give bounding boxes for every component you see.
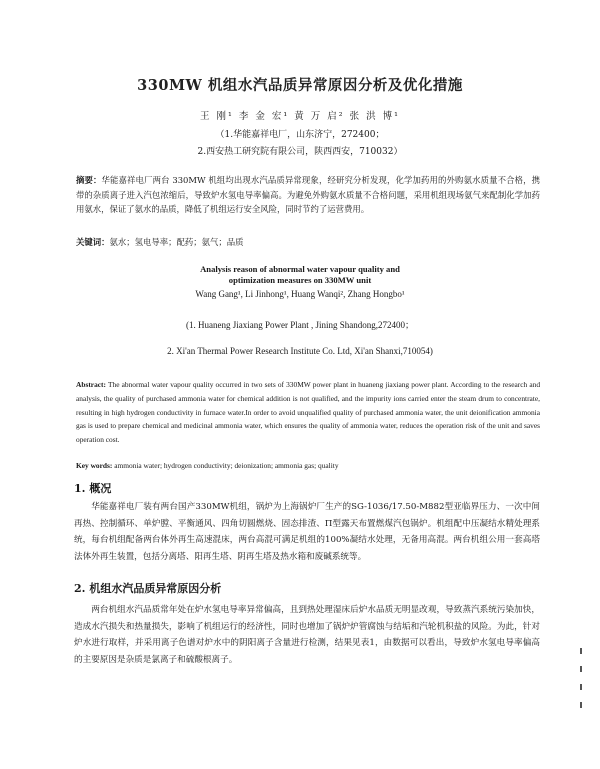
affiliation-en-1: (1. Huaneng Jiaxiang Power Plant , Jining Shandong,272400；	[186, 320, 414, 330]
abstract-cn-label: 摘要：	[76, 175, 102, 185]
affiliation-en-2: 2. Xi'an Thermal Power Research Institute Co. Ltd, Xi'an Shanxi,710054)	[167, 346, 433, 356]
abstract-cn	[76, 173, 540, 217]
section-1-heading: 1. 概况	[74, 482, 112, 495]
keywords-en-label: Key words:	[76, 461, 113, 470]
scan-mark	[580, 684, 582, 690]
keywords-cn-text: 氨水；氢电导率；配药；氨气；品质	[109, 237, 244, 247]
keywords-en-text: ammonia water; hydrogen conductivity; deionization; ammonia gas; quality	[114, 461, 339, 470]
section-2-body: 两台机组水汽品质常年处在炉水氢电导率异常偏高，且到热处理湿床后炉水品质无明显改观，导致蒸汽系统污染加快，造成水汽损失和热量损失，影响了机组运行的经济性，同时也增加了锅炉炉管腐蚀与结垢和汽轮机积盐的风险。为此，针对炉水进行取样，并采用离子色谱对炉水中的阴阳离子含量进行检测，结果见表1，由数据可以看出，导致炉水氢电导率偏高的主要原因是杂质是氯离子和硫酸根离子。	[74, 605, 540, 665]
keywords-cn-label: 关键词：	[76, 237, 110, 247]
abstract-cn-text: 华能嘉祥电厂两台 330MW 机组均出现水汽品质异常现象，经研究分析发现，化学加药用的外购氨水质量不合格，携带的杂质离子进入汽包浓缩后，导致炉水氢电导率偏高。为避免外购氨水质量不合格问题，采用机组现场氨气来配制化学加药用氨水，保证了氨水的品质，降低了机组运行安全风险，同时节约了运营费用。	[76, 175, 540, 214]
title-en-line-1: Analysis reason of abnormal water vapour quality and	[200, 264, 400, 274]
scan-mark	[580, 702, 582, 708]
abstract-en-text: The abnormal water vapour quality occurred in two sets of 330MW power plant in huaneng jiaxiang power plant. According to the research and analysis, the quality of purchased ammonia water for chemical addition is not qualified, and the impurity ions carried enter the steam drum to concentrate, resulting in high hydrogen conductivity in furnace water.In order to avoid unqualified quality of purchased ammonia water, the unit deionification ammonia gas is used to prepare chemical and medicinal ammonia water, which ensures the quality of ammonia water, reduces the operation risk of the unit and saves operation cost.	[76, 380, 541, 445]
affiliation-cn-1: （1.华能嘉祥电厂，山东济宁，272400；	[215, 130, 385, 140]
affiliation-cn-2: 2.西安热工研究院有限公司，陕西西安，710032）	[197, 147, 403, 157]
authors-en: Wang Gang¹, Li Jinhong¹, Huang Wanqi², Zhang Hongbo¹	[195, 289, 405, 299]
scan-mark	[580, 648, 582, 654]
authors-cn: 王 刚¹ 李 金 宏¹ 黄 万 启² 张 洪 博¹	[200, 111, 400, 122]
scan-mark	[580, 666, 582, 672]
abstract-en-label: Abstract:	[76, 380, 106, 389]
abstract-en	[76, 378, 540, 447]
section-1-body: 华能嘉祥电厂装有两台国产330MW机组，锅炉为上海锅炉厂生产的SG-1036/17.50-M882型亚临界压力、一次中间再热、控制循环、单炉膛、平衡通风、四角切圆燃烧、固态排渣、Π型露天布置燃煤汽包锅炉。机组配中压凝结水精处理系统，每台机组配备两台体外再生高速混床，两台高混可满足机组的100%凝结水处理，无备用高混。两台机组公用一套高塔法体外再生装置，包括分离塔、阳再生塔、阴再生塔及热水箱和废碱系统等。	[74, 502, 540, 562]
keywords-cn	[76, 236, 540, 248]
keywords-en	[76, 461, 540, 470]
paper-title: 330MW 机组水汽品质异常原因分析及优化措施	[137, 77, 463, 94]
section-2-heading: 2. 机组水汽品质异常原因分析	[74, 582, 222, 595]
scan-margin-marks	[578, 648, 584, 748]
title-en-line-2: optimization measures on 330MW unit	[228, 275, 372, 285]
title-en	[0, 264, 600, 286]
